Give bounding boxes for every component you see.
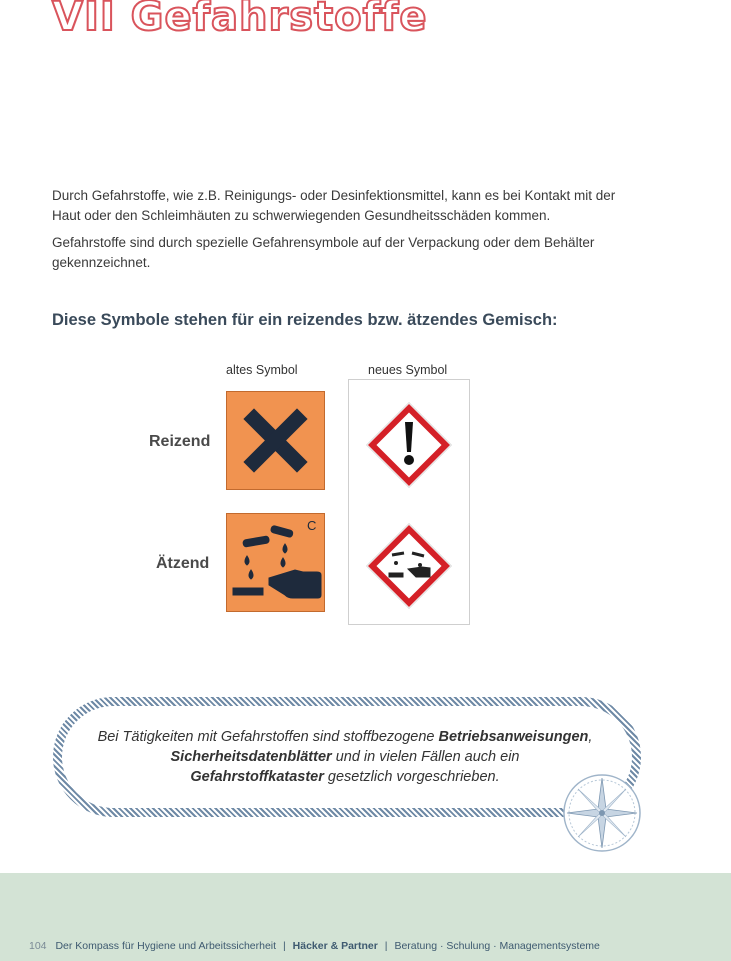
compass-rose-icon <box>561 772 643 854</box>
intro-paragraph-2: Gefahrstoffe sind durch spezielle Gefahrensymbole auf der Verpackung oder dem Behälter gekennzeichnet. <box>52 235 595 270</box>
old-corrosive-symbol <box>226 513 325 612</box>
note-keyword-betriebsanweisungen: Betriebsanweisungen <box>438 729 589 745</box>
old-symbol-column-label: altes Symbol <box>226 363 298 377</box>
new-symbol-column-label: neues Symbol <box>368 363 448 377</box>
footer-tagline: Beratung · Schulung · Managementsysteme <box>394 940 600 952</box>
old-irritant-symbol <box>226 391 325 490</box>
footer-brand: Häcker & Partner <box>292 940 378 952</box>
footer-separator: | <box>282 940 286 952</box>
note-keyword-sicherheitsdatenblaetter: Sicherheitsdatenblätter <box>170 749 332 765</box>
note-keyword-gefahrstoffkataster: Gefahrstoffkataster <box>190 769 324 785</box>
corrosive-letter: C <box>307 518 317 533</box>
row-label-irritant: Reizend <box>149 433 211 450</box>
page-number: 104 <box>29 940 47 952</box>
footer-book-title: Der Kompass für Hygiene und Arbeitssicherheit <box>55 940 277 952</box>
chapter-title: VII Gefahrstoffe <box>52 0 428 40</box>
symbols-heading: Diese Symbole stehen für ein reizendes bzw. ätzendes Gemisch: <box>52 311 558 329</box>
corrosive-diamond-icon <box>356 513 462 619</box>
corrosive-old-icon <box>227 514 324 611</box>
intro-paragraph-1: Durch Gefahrstoffe, wie z.B. Reinigungs- oder Desinfektionsmittel, kann es bei Kontakt mit der Haut oder den Schleimhäuten zu schwerwiegenden Gesundheitsschäden kommen. <box>52 188 616 223</box>
intro-text <box>52 186 642 280</box>
exclamation-diamond-icon <box>356 392 462 498</box>
irritant-x-icon <box>227 392 324 489</box>
page-footer <box>29 940 600 952</box>
legal-note-text: Bei Tätigkeiten mit Gefahrstoffen sind stoffbezogene Betriebsanweisungen, Sicherheitsdatenblätter und in vielen Fällen auch ein Gefahrstoffkataster gesetzlich vorgeschrieben. <box>97 729 593 785</box>
row-label-corrosive: Ätzend <box>156 555 210 572</box>
footer-separator: | <box>384 940 388 952</box>
